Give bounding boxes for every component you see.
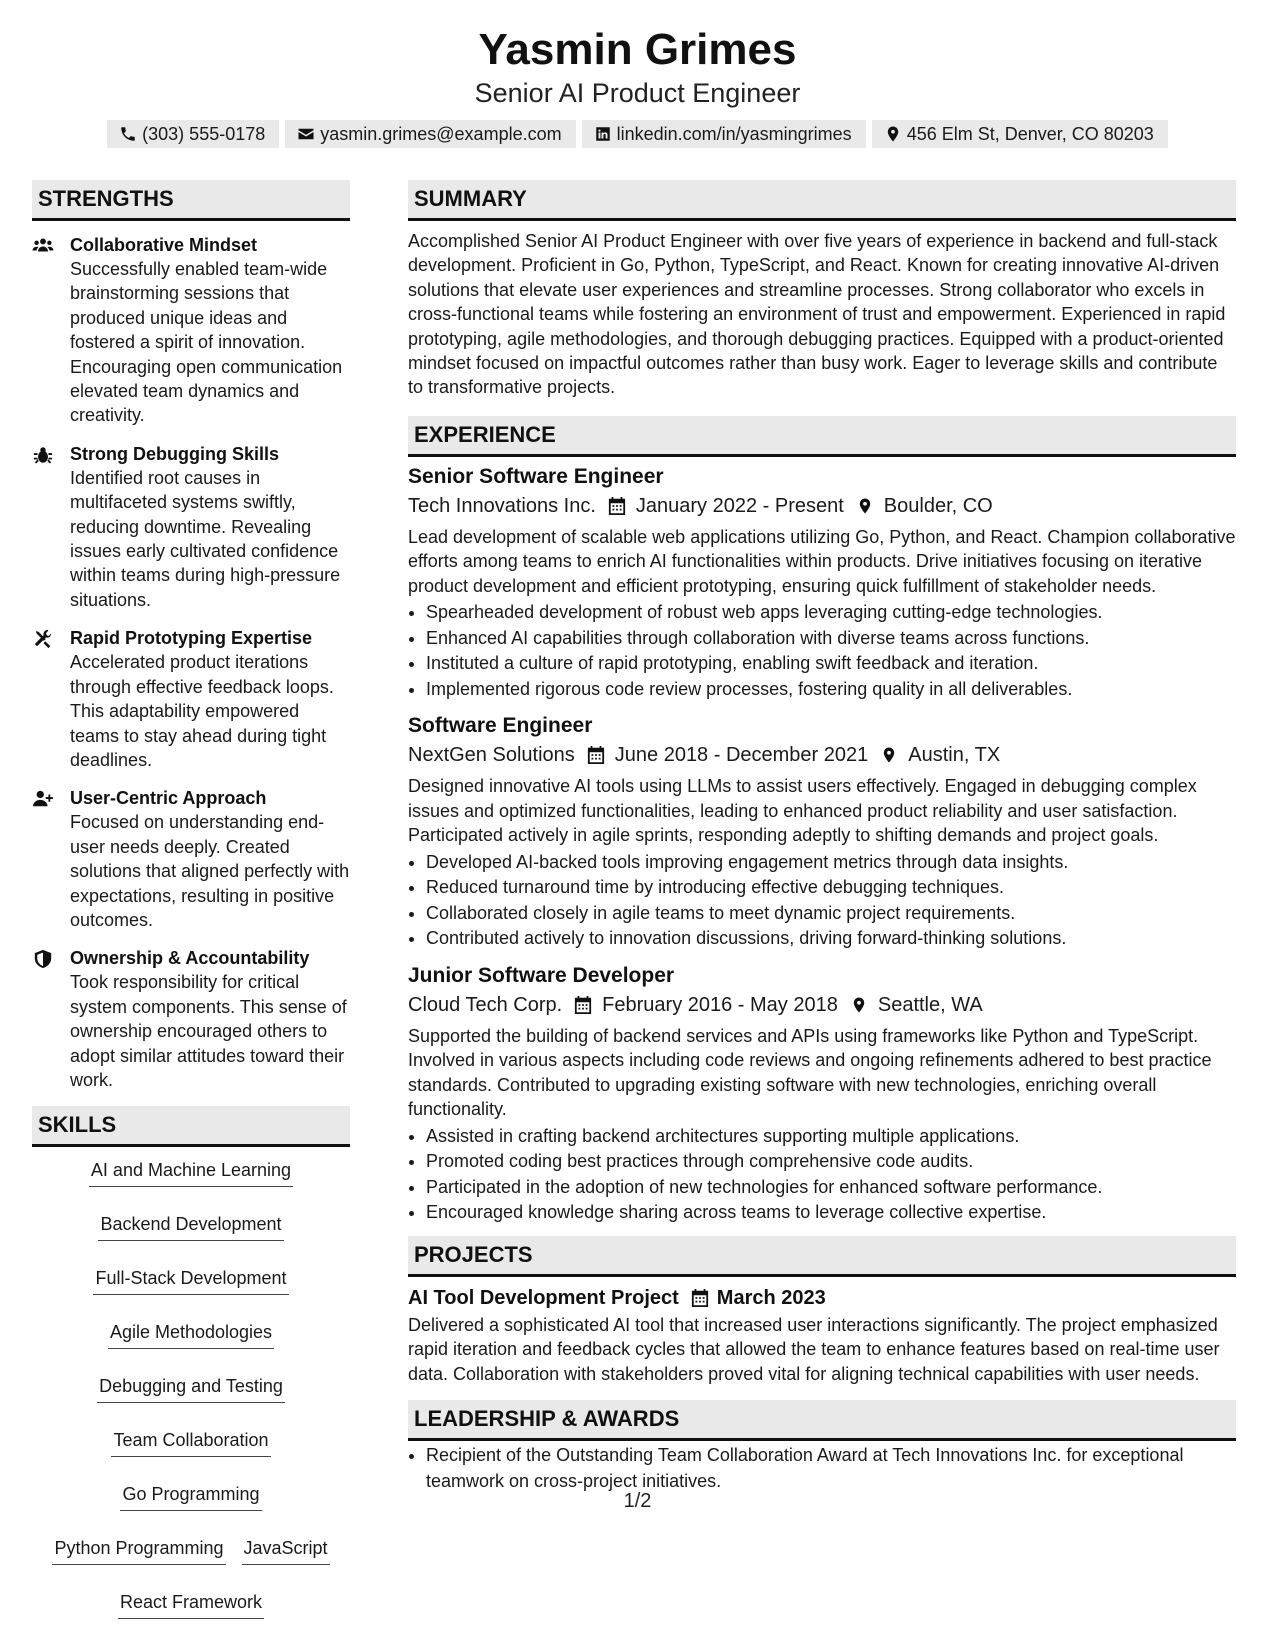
job-title: Software Engineer [408,714,593,738]
list-item: • Implemented rigorous code review processes, fostering quality in all deliverables. [426,677,1236,703]
linkedin-icon [594,125,612,143]
job-dates: February 2016 - May 2018 [602,994,838,1017]
job-dates: June 2018 - December 2021 [614,744,869,767]
awards-heading: LEADERSHIP & AWARDS [408,1400,1236,1441]
strengths-heading: STRENGTHS [32,180,350,221]
job-description: Lead development of scalable web applications utilizing Go, Python, and React. Champion collaborative efforts among teams to enrich AI functionalities within products. Drive initiatives focusing on iterative product development and efficient prototyping, ensuring quick fulfillment of stakeholder needs. [408,526,1236,596]
job-company: Tech Innovations Inc. [408,494,596,517]
user-plus-icon [32,789,54,809]
skill-tag: Full-Stack Development [93,1265,288,1295]
skill-tag: React Framework [118,1589,264,1619]
skill-tag: Python Programming [52,1535,225,1565]
right-column [408,180,1236,1619]
map-pin-icon [880,745,898,765]
skill-tag: Agile Methodologies [108,1319,274,1349]
awards-list [408,1443,1236,1494]
strength-title: Ownership & Accountability [70,948,310,969]
list-item: • Reduced turnaround time by introducing effective debugging techniques. [426,875,1236,901]
skill-tag: Team Collaboration [111,1427,270,1457]
strength-item [32,946,350,1092]
contact-address [872,120,1168,148]
job-bullets [408,600,1236,702]
bug-icon [32,445,54,465]
calendar-icon [574,995,592,1015]
calendar-icon [608,496,626,516]
strength-title: Rapid Prototyping Expertise [70,628,313,649]
skills-heading: SKILLS [32,1106,350,1147]
job-bullets [408,850,1236,952]
skill-tag: Go Programming [120,1481,261,1511]
job-dates: January 2022 - Present [635,494,844,517]
list-item: • Instituted a culture of rapid prototyping, enabling swift feedback and iteration. [426,651,1236,677]
job-bullets [408,1124,1236,1226]
skill-tag: JavaScript [242,1535,330,1565]
project-entry [408,1283,1236,1386]
strength-title: Strong Debugging Skills [70,443,280,464]
job-meta [408,740,1236,770]
strength-title: Collaborative Mindset [70,235,258,255]
calendar-icon [587,745,605,765]
skill-tag: Backend Development [98,1211,283,1241]
list-item: • Spearheaded development of robust web apps leveraging cutting-edge technologies. [426,600,1236,626]
project-date: March 2023 [716,1287,826,1310]
contact-linkedin[interactable] [582,120,866,148]
job-location: Seattle, WA [877,994,983,1017]
strength-desc: Focused on understanding end-user needs deeply. Created solutions that aligned perfectly with expectations, resulting in positive outcomes. [70,812,350,930]
strength-desc: Identified root causes in multifaceted systems swiftly, reducing downtime. Revealing issues early cultivated confidence within teams during high-pressure situations. [70,467,341,610]
job-company: Cloud Tech Corp. [408,994,563,1017]
candidate-title: Senior AI Product Engineer [474,78,801,108]
shield-icon [32,949,54,969]
map-pin-icon [856,496,874,516]
left-column [32,180,350,1619]
project-header [408,1283,1236,1313]
list-item: • Participated in the adoption of new technologies for enhanced software performance. [426,1175,1236,1201]
users-icon [32,236,54,256]
strength-item [32,442,350,612]
contact-phone [107,120,279,148]
project-description: Delivered a sophisticated AI tool that increased user interactions significantly. The project emphasized rapid iteration and feedback cycles that allowed the team to enhance features based on real-time user data. Collaboration with stakeholders proved vital for aligning technical capabilities with user needs. [408,1315,1220,1384]
list-item: • Encouraged knowledge sharing across teams to leverage collective expertise. [426,1200,1236,1226]
strength-desc: Accelerated product iterations through effective feedback loops. This adaptability empowered teams to stay ahead during tight deadlines. [70,652,334,770]
strength-item [32,233,350,428]
skill-tag: AI and Machine Learning [89,1157,293,1187]
candidate-name: Yasmin Grimes [478,25,797,74]
list-item: • Contributed actively to innovation discussions, driving forward-thinking solutions. [426,926,1236,952]
resume-header [0,0,1275,148]
job-description: Designed innovative AI tools using LLMs to assist users effectively. Engaged in debugging complex issues and optimized functionalities, leading to enhanced product reliability and user satisfaction. Participated actively in agile sprints, responding adeptly to shifting demands and project goals. [408,776,1197,846]
job-entry [408,962,1236,1226]
skill-tag: Debugging and Testing [97,1373,285,1403]
strength-title: User-Centric Approach [70,788,267,809]
summary-text: Accomplished Senior AI Product Engineer with over five years of experience in backend and full-stack development. Proficient in Go, Python, TypeScript, and React. Known for creating innovative AI-driven solutions that elevate user experiences and streamline processes. Strong collaborator who excels in cross-functional teams while fostering an environment of trust and empowerment. Experienced in rapid prototyping, agile methodologies, and thorough debugging practices. Equipped with a product-oriented mindset focused on impactful outcomes rather than busy work. Eager to leverage skills and contribute to transformative projects. [408,231,1226,398]
phone-text: (303) 555-0178 [142,124,266,144]
list-item: • Collaborated closely in agile teams to meet dynamic project requirements. [426,901,1236,927]
job-location: Boulder, CO [883,494,993,517]
project-title: AI Tool Development Project [408,1287,679,1310]
job-title: Junior Software Developer [408,964,675,988]
job-title: Senior Software Engineer [408,464,664,488]
job-meta [408,491,1236,521]
email-text[interactable]: yasmin.grimes@example.com [320,124,562,144]
strengths-list [32,233,350,1092]
envelope-icon [297,125,315,143]
tools-icon [32,629,54,649]
skills-list [32,1147,350,1619]
strength-item [32,626,350,772]
job-location: Austin, TX [908,744,1001,767]
list-item: • Enhanced AI capabilities through collaboration with diverse teams across functions. [426,626,1236,652]
address-text: 456 Elm St, Denver, CO 80203 [906,124,1154,144]
page-number: 1/2 [623,1490,652,1512]
calendar-icon [691,1288,709,1308]
strength-item [32,786,350,932]
projects-heading: PROJECTS [408,1236,1236,1277]
job-company: NextGen Solutions [408,744,575,767]
list-item: • Promoted coding best practices through comprehensive code audits. [426,1149,1236,1175]
list-item: • Developed AI-backed tools improving engagement metrics through data insights. [426,850,1236,876]
job-entry [408,712,1236,952]
summary-heading: SUMMARY [408,180,1236,221]
map-pin-icon [884,125,902,143]
contact-email[interactable] [285,120,575,148]
strength-desc: Took responsibility for critical system components. This sense of ownership encouraged others to adopt similar attitudes toward their work. [70,972,347,1090]
contact-bar [0,120,1275,148]
job-entry [408,463,1236,703]
list-item: • Assisted in crafting backend architectures supporting multiple applications. [426,1124,1236,1150]
experience-heading: EXPERIENCE [408,416,1236,457]
list-item: • Recipient of the Outstanding Team Collaboration Award at Tech Innovations Inc. for exceptional teamwork on cross-project initiatives. [426,1443,1236,1494]
linkedin-text[interactable]: linkedin.com/in/yasmingrimes [616,124,852,144]
phone-icon [119,125,137,143]
job-description: Supported the building of backend services and APIs using frameworks like Python and TypeScript. Involved in various aspects including code reviews and ongoing refinements adhered to best practice standards. Contributed to upgrading existing software with new technologies, enriching overall functionality. [408,1026,1212,1120]
strength-desc: Successfully enabled team-wide brainstorming sessions that produced unique ideas and fostered a spirit of innovation. Encouraging open communication elevated team dynamics and creativity. [70,259,343,426]
job-meta [408,990,1236,1020]
map-pin-icon [850,995,868,1015]
